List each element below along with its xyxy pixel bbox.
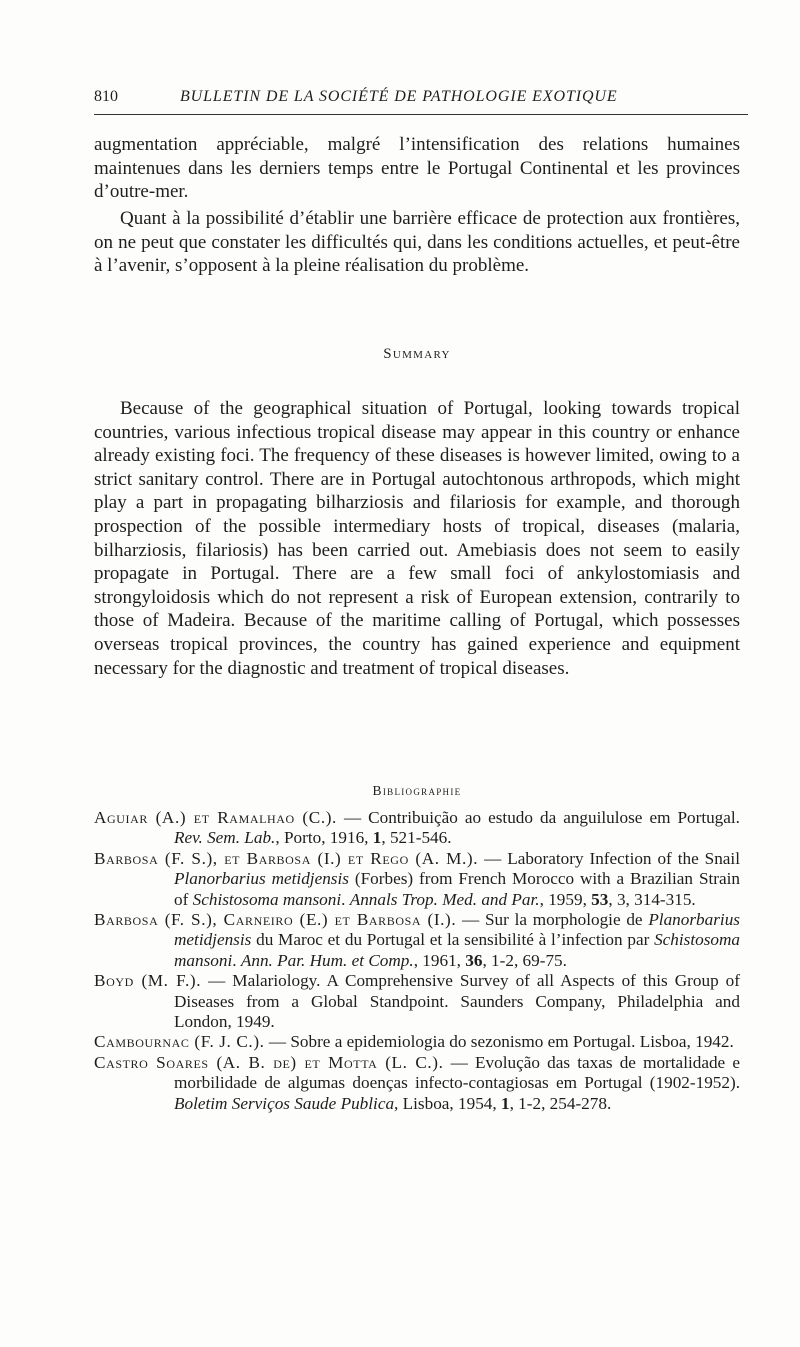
bibliography-entry: Castro Soares (A. B. de) et Motta (L. C.). — Evolução das taxas de mortalidade e morbilidade de algumas doenças infecto-contagiosas em Portugal (1902-1952). Boletim Serviços Saude Publica, Lisboa, 1954, 1, 1-2, 254-278. [94,1052,740,1113]
entry-journal: Ann. Par. Hum. et Comp. [240,950,414,970]
summary-heading: Summary [383,346,451,362]
entry-volume: 36 [465,950,483,970]
bibliography-entry: Barbosa (F. S.), et Barbosa (I.) et Rego (A. M.). — Laboratory Infection of the Snail Planorbarius metidjensis (Forbes) from French Morocco with a Brazilian Strain of Schistosoma mansoni. Annals Trop. Med. and Par., 1959, 53, 3, 314-315. [94,848,741,909]
entry-authors: Barbosa (F. S.), et Barbosa (I.) et Rego (A. M.). [94,848,479,868]
entry-volume: 1 [372,828,382,848]
paragraph-barrier: Quant à la possibilité d’établir une barrière efficace de protection aux frontières, on ne peut que constater les difficultés qui, dans les conditions actuelles, et peut-être à l’avenir, s’opposent à la pleine réalisation du problème. [94,208,740,277]
entry-species: Schistosoma mansoni [192,889,342,909]
entry-authors: Barbosa (F. S.), Carneiro (E.) et Barbosa (I.). [94,910,457,930]
summary-text: Because of the geographical situation of Portugal, looking towards tropical countries, various infectious tropical disease may appear in this country or enhance already existing foci. The frequency of these diseases is however limited, owing to a strict sanitary control. There are in Portugal autochtonous arthropods, which might play a part in propagating bilharziosis and filariosis for example, and thorough prospection of the possible intermediary hosts of tropical, diseases (malaria, bilharziosis, filariosis) has been carried out. Amebiasis does not seem to easily propagate in Portugal. There are a few small foci of ankylostomiasis and strongyloidosis which do not represent a risk of European extension, contrarily to those of Madeira. Because of the maritime calling of Portugal, which possesses overseas tropical provinces, the country has gained experience and equipment necessary for the diagnostic and treatment of tropical diseases. [94,398,740,679]
entry-journal: Annals Trop. Med. and Par. [349,889,540,909]
entry-journal: Rev. Sem. Lab. [174,828,276,848]
bibliography-entry: Boyd (M. F.). — Malariology. A Comprehensive Survey of all Aspects of this Group of Diseases from a Global Standpoint. Saunders Company, Philadelphia and London, 1949. [94,971,740,1032]
bibliography-entry: Barbosa (F. S.), Carneiro (E.) et Barbosa (I.). — Sur la morphologie de Planorbarius metidjensis du Maroc et du Portugal et la sensibilité à l’infection par Schistosoma mansoni. Ann. Par. Hum. et Comp., 1961, 36, 1-2, 69-75. [94,910,740,970]
entry-species: Planorbarius metidjensis [174,869,349,889]
entry-authors: Aguiar (A.) et Ramalhao (C.). [94,808,337,827]
entry-species: Planorbarius metidjensis [174,910,740,950]
entry-authors: Boyd (M. F.). [94,971,202,991]
running-title: BULLETIN DE LA SOCIÉTÉ DE PATHOLOGIE EXOTIQUE [180,88,618,105]
bibliography-list [94,808,740,1114]
paragraph-continuation: augmentation appréciable, malgré l’intensification des relations humaines maintenues dans les derniers temps entre le Portugal Continental et les provinces d’outre-mer. [94,134,740,203]
bibliography-entry: Aguiar (A.) et Ramalhao (C.). — Contribuição ao estudo da anguilulose em Portugal. Rev. Sem. Lab., Porto, 1916, 1, 521-546. [94,808,740,848]
entry-authors: Cambournac (F. J. C.). [94,1032,265,1052]
entry-volume: 1 [500,1093,510,1113]
entry-authors: Castro Soares (A. B. de) et Motta (L. C.). [94,1052,444,1072]
entry-species: Schistosoma mansoni [174,930,740,970]
page-number: 810 [94,88,118,105]
bibliography-entry: Cambournac (F. J. C.). — Sobre a epidemiologia do sezonismo em Portugal. Lisboa, 1942. [94,1032,734,1052]
entry-volume: 53 [591,889,609,909]
page-header [94,88,744,112]
entry-journal: Boletim Serviços Saude Publica [174,1093,395,1113]
bibliography-heading: Bibliographie [372,783,462,798]
header-rule [94,114,748,115]
